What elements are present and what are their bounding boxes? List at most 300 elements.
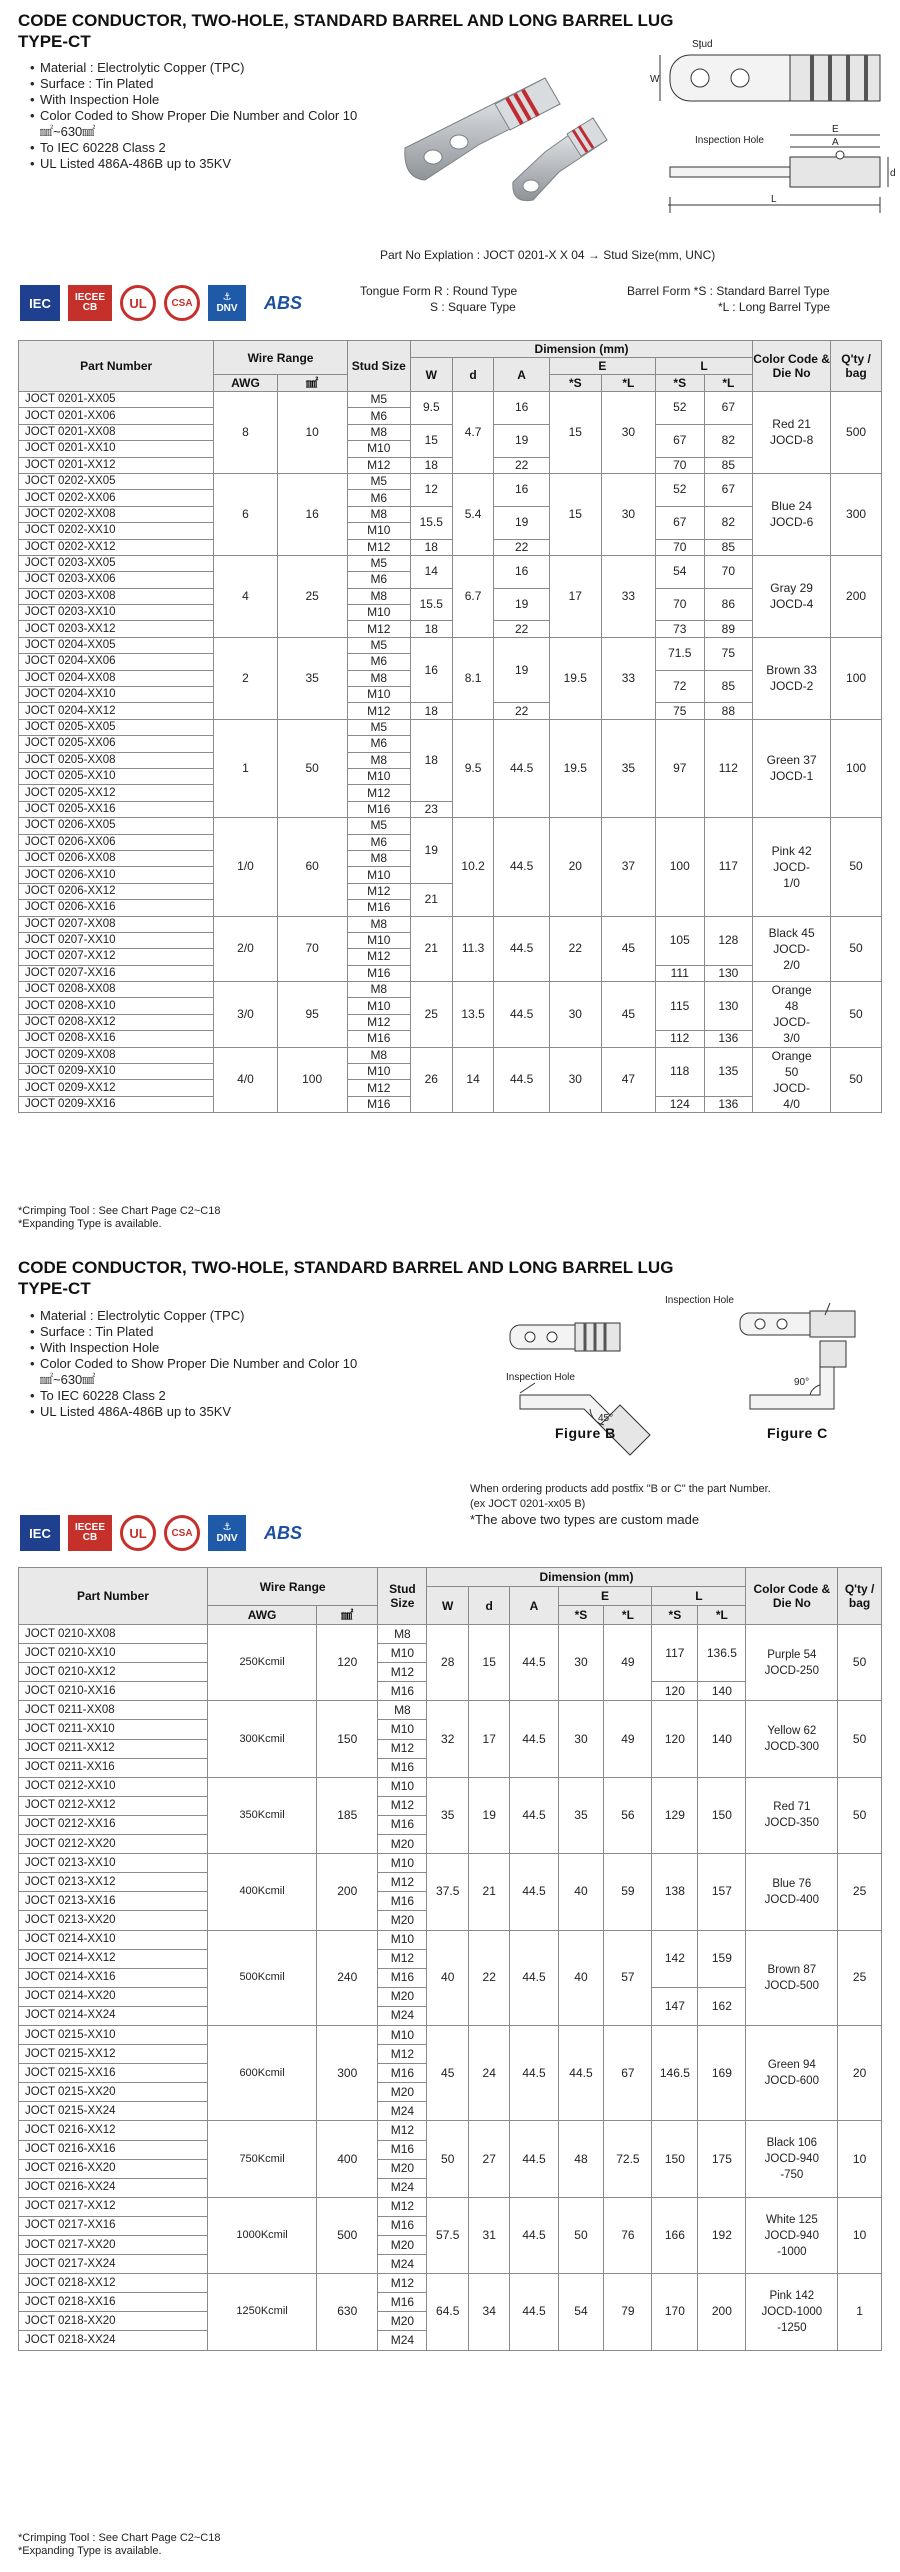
mm2-cell: 50 [277,719,347,817]
stud-size-cell: M6 [347,490,410,506]
stud-size-cell: M5 [347,637,410,653]
part-number-cell: JOCT 0209-XX16 [19,1096,214,1112]
table-row [19,982,882,998]
dim-ll-cell: 192 [698,2197,746,2273]
stud-label: Stud [692,39,713,50]
stud-size-cell: M20 [378,1987,427,2006]
color-code-line: Blue 24 [771,499,812,514]
color-code-cell [753,637,831,719]
color-code-line: Pink 42 [771,843,812,858]
dim-ll-cell: 82 [704,506,753,539]
qty-cell: 25 [838,1854,882,1930]
stud-size-cell: M10 [347,523,410,539]
barrel-form-long: *L : Long Barrel Type [718,300,831,314]
awg-cell: 1000Kcmil [207,2197,316,2273]
part-number-cell: JOCT 0217-XX16 [19,2216,208,2235]
dim-w-cell: 15.5 [410,588,452,621]
part-number-cell: JOCT 0217-XX24 [19,2255,208,2274]
color-code-cell [753,555,831,637]
color-code-line: Green 37 [766,753,817,768]
part-number-header: Part Number [19,1568,208,1625]
qty-cell: 100 [831,637,882,719]
part-number-cell: JOCT 0206-XX16 [19,900,214,916]
ul-logo: UL [120,285,156,321]
crimping-tool-note: *Crimping Tool : See Chart Page C2~C18 [18,2532,221,2544]
dim-a-cell: 22 [494,539,549,555]
qty-cell: 10 [838,2121,882,2197]
part-number-cell: JOCT 0212-XX20 [19,1835,208,1854]
mm2-cell: 70 [277,916,347,982]
awg-cell: 8 [214,392,277,474]
part-number-cell: JOCT 0215-XX20 [19,2083,208,2102]
color-code-line: JOCD-500 [764,1979,819,1992]
dim-ll-cell: 140 [698,1682,746,1701]
dim-ll-cell: 136 [704,1031,753,1047]
table-row [19,2197,882,2216]
footnotes [18,1205,221,1231]
part-number-cell: JOCT 0201-XX12 [19,457,214,473]
stud-size-cell: M10 [378,1720,427,1739]
color-code-line: JOCD-940 [764,2229,819,2242]
stud-size-cell: M10 [347,932,410,948]
part-number-cell: JOCT 0206-XX06 [19,834,214,850]
dim-el-cell: 72.5 [604,2121,652,2197]
dim-ls-cell: 73 [655,621,704,637]
a-header: A [510,1587,558,1625]
l-long-header: *L [704,375,753,392]
awg-cell: 2/0 [214,916,277,982]
stud-size-cell: M10 [347,687,410,703]
inspection-hole-label: Inspection Hole [695,135,764,146]
qty-cell: 10 [838,2197,882,2273]
stud-size-cell: M6 [347,572,410,588]
stud-size-cell: M6 [347,408,410,424]
awg-cell: 1 [214,719,277,817]
stud-size-cell: M10 [378,1854,427,1873]
color-code-line: 2/0 [783,957,800,972]
dim-el-cell: 37 [601,818,655,916]
table-row [19,818,882,834]
color-code-line: Orange [771,983,812,998]
dim-a-cell: 22 [494,457,549,473]
dim-ll-cell: 200 [698,2274,746,2350]
dnv-logo: ⚓ DNV [208,1515,246,1551]
mm2-cell: 100 [277,1047,347,1113]
footnotes [18,2532,221,2558]
stud-size-cell: M5 [347,392,410,408]
color-code-line: -750 [780,2169,804,2182]
dim-ls-cell: 117 [652,1625,698,1682]
color-code-line: 1/0 [783,875,800,890]
color-code-header: Color Code & Die No [746,1568,838,1625]
feature-item: • With Inspection Hole [30,1340,360,1356]
color-code-line: Red 21 [772,417,811,432]
part-number-cell: JOCT 0215-XX24 [19,2102,208,2121]
ordering-example: (ex JOCT 0201-xx05 B) [470,1498,586,1510]
dim-a-cell: 22 [494,621,549,637]
stud-size-cell: M16 [347,801,410,817]
mm2-cell: 185 [317,1777,378,1853]
color-code-line: 3/0 [783,1031,800,1046]
part-number-cell: JOCT 0205-XX16 [19,801,214,817]
dim-w-cell: 25 [410,982,452,1048]
color-code-cell [746,2197,838,2273]
dim-ll-cell: 86 [704,588,753,621]
dim-w-cell: 9.5 [410,392,452,425]
csa-logo: CSA [164,1515,200,1551]
dim-ls-cell: 150 [652,2121,698,2197]
header-row [19,341,882,358]
table-row [19,1701,882,1720]
table-row [19,1625,882,1644]
stud-size-cell: M5 [347,719,410,735]
awg-cell: 3/0 [214,982,277,1048]
color-code-cell [746,1777,838,1853]
dim-d-cell: 5.4 [452,473,494,555]
color-code-line: 48 [784,999,799,1014]
mm2-cell: 10 [277,392,347,474]
dim-w-cell: 21 [410,883,452,916]
stud-size-cell: M12 [347,949,410,965]
dim-es-cell: 30 [549,1047,601,1113]
color-code-cell [746,1854,838,1930]
dim-w-cell: 45 [427,2025,469,2120]
part-number-cell: JOCT 0206-XX12 [19,883,214,899]
dim-el-cell: 79 [604,2274,652,2350]
awg-cell: 600Kcmil [207,2025,316,2120]
dim-el-cell: 47 [601,1047,655,1113]
awg-cell: 2 [214,637,277,719]
dim-el-cell: 76 [604,2197,652,2273]
color-code-line: Yellow 62 [767,1725,817,1738]
lug-photo [395,60,625,210]
e-header: E [558,1587,652,1606]
feature-list [30,1308,360,1420]
mm2-cell: 300 [317,2025,378,2120]
part-number-cell: JOCT 0208-XX08 [19,982,214,998]
stud-size-cell: M8 [347,588,410,604]
color-code-line: JOCD-6 [769,515,814,530]
part-number-cell: JOCT 0215-XX12 [19,2045,208,2064]
dim-d-cell: 17 [468,1701,510,1777]
spec-table [18,340,882,1113]
dim-ls-cell: 70 [655,457,704,473]
dim-ls-cell: 142 [652,1930,698,1987]
dim-d-cell: 6.7 [452,555,494,637]
part-number-cell: JOCT 0206-XX08 [19,850,214,866]
d-header: d [468,1587,510,1625]
color-code-line: JOCD-1 [769,769,814,784]
stud-size-cell: M16 [378,1682,427,1701]
color-code-line: JOCD- [773,1080,810,1095]
table-row [19,392,882,408]
dim-ll-cell: 136 [704,1096,753,1112]
part-number-cell: JOCT 0214-XX16 [19,1968,208,1987]
d-header: d [452,358,494,392]
l-label: L [771,194,777,205]
awg-header: AWG [207,1606,316,1625]
dim-el-cell: 33 [601,555,655,637]
color-code-line: JOCD-250 [764,1664,819,1677]
part-number-cell: JOCT 0203-XX08 [19,588,214,604]
title-type: TYPE-CT [18,32,91,51]
dim-d-cell: 22 [468,1930,510,2025]
dim-w-cell: 50 [427,2121,469,2197]
color-code-cell [746,1701,838,1777]
color-code-cell [753,916,831,982]
stud-size-cell: M12 [378,2121,427,2140]
e-standard-header: *S [549,375,601,392]
dim-ll-cell: 162 [698,1987,746,2025]
qty-cell: 1 [838,2274,882,2350]
custom-made-note: *The above two types are custom made [470,1512,700,1527]
section-title [18,10,738,52]
dim-es-cell: 40 [558,1930,604,2025]
dim-ll-cell: 135 [704,1047,753,1096]
crimping-tool-note: *Crimping Tool : See Chart Page C2~C18 [18,1205,221,1217]
part-number-cell: JOCT 0207-XX16 [19,965,214,981]
stud-size-cell: M12 [347,621,410,637]
a-header: A [494,358,549,392]
stud-size-cell: M6 [347,654,410,670]
stud-size-cell: M12 [378,1739,427,1758]
part-number-cell: JOCT 0201-XX05 [19,392,214,408]
stud-size-cell: M8 [347,982,410,998]
part-number-cell: JOCT 0205-XX08 [19,752,214,768]
dim-es-cell: 19.5 [549,719,601,817]
dim-es-cell: 30 [549,982,601,1048]
color-code-line: Red 71 [773,1801,811,1814]
dimension-header: Dimension (mm) [410,341,752,358]
color-code-line: Black 45 [768,925,815,940]
dim-ls-cell: 70 [655,588,704,621]
color-code-line: 50 [784,1064,799,1079]
feature-item: • Color Coded to Show Proper Die Number and Color 10㎟~630㎟ [30,108,360,140]
color-code-cell [753,982,831,1048]
feature-item: • Color Coded to Show Proper Die Number and Color 10㎟~630㎟ [30,1356,360,1388]
stud-size-cell: M16 [378,2140,427,2159]
title-line: CODE CONDUCTOR, TWO-HOLE, STANDARD BARREL AND LONG BARREL LUG [18,11,674,30]
w-label: W [650,74,660,85]
w-header: W [410,358,452,392]
dim-es-cell: 20 [549,818,601,916]
table-row [19,2121,882,2140]
dim-ls-cell: 100 [655,818,704,916]
color-code-cell [753,473,831,555]
awg-cell: 1/0 [214,818,277,916]
stud-size-cell: M12 [347,457,410,473]
stud-size-cell: M10 [378,2025,427,2044]
dim-es-cell: 30 [558,1701,604,1777]
mm2-cell: 16 [277,473,347,555]
feature-item: • To IEC 60228 Class 2 [30,140,360,156]
color-code-line: JOCD-940 [764,2153,819,2166]
part-number-cell: JOCT 0204-XX06 [19,654,214,670]
dim-ls-cell: 170 [652,2274,698,2350]
mm2-cell: 400 [317,2121,378,2197]
part-number-cell: JOCT 0213-XX12 [19,1873,208,1892]
stud-size-cell: M8 [347,850,410,866]
table-row [19,555,882,571]
dim-ls-cell: 147 [652,1987,698,2025]
iec-logo: IEC [20,285,60,321]
part-number-cell: JOCT 0202-XX05 [19,473,214,489]
part-number-cell: JOCT 0206-XX05 [19,818,214,834]
part-number-cell: JOCT 0201-XX06 [19,408,214,424]
table-row [19,719,882,735]
part-number-cell: JOCT 0201-XX08 [19,424,214,440]
dim-ls-cell: 70 [655,539,704,555]
e-long-header: *L [601,375,655,392]
dim-el-cell: 67 [604,2025,652,2120]
dim-ll-cell: 117 [704,818,753,916]
part-number-cell: JOCT 0203-XX05 [19,555,214,571]
barrel-form-standard: Barrel Form *S : Standard Barrel Type [627,284,830,298]
stud-size-cell: M10 [347,441,410,457]
qty-cell: 50 [831,1047,882,1113]
stud-size-cell: M24 [378,2331,427,2350]
spec-table [18,1567,882,2351]
dim-el-cell: 30 [601,473,655,555]
feature-item: • Material : Electrolytic Copper (TPC) [30,1308,360,1324]
awg-cell: 400Kcmil [207,1854,316,1930]
qty-cell: 500 [831,392,882,474]
stud-size-cell: M16 [378,1968,427,1987]
l-long-header: *L [698,1606,746,1625]
part-number-cell: JOCT 0210-XX08 [19,1625,208,1644]
dim-d-cell: 14 [452,1047,494,1113]
awg-cell: 4/0 [214,1047,277,1113]
part-number-cell: JOCT 0212-XX10 [19,1777,208,1796]
csa-logo: CSA [164,285,200,321]
dim-w-cell: 14 [410,555,452,588]
dim-a-cell: 44.5 [510,1777,558,1853]
stud-size-cell: M8 [347,752,410,768]
dimension-drawing [640,35,895,235]
qty-header: Q'ty / bag [831,341,882,392]
color-code-line: JOCD-2 [769,679,814,694]
stud-size-cell: M5 [347,473,410,489]
dim-w-cell: 23 [410,801,452,817]
dim-ls-cell: 118 [655,1047,704,1096]
stud-size-cell: M20 [378,2083,427,2102]
stud-size-cell: M24 [378,2102,427,2121]
e-label: E [832,124,839,135]
part-number-cell: JOCT 0203-XX06 [19,572,214,588]
stud-size-cell: M8 [347,506,410,522]
feature-item: • To IEC 60228 Class 2 [30,1388,360,1404]
dim-a-cell: 44.5 [510,1854,558,1930]
stud-size-cell: M8 [347,424,410,440]
dim-w-cell: 18 [410,539,452,555]
qty-header: Q'ty / bag [838,1568,882,1625]
color-code-cell [746,2274,838,2350]
stud-size-cell: M16 [378,1815,427,1834]
dim-a-cell: 44.5 [494,1047,549,1113]
color-code-cell [746,1930,838,2025]
part-number-cell: JOCT 0201-XX10 [19,441,214,457]
dim-ll-cell: 175 [698,2121,746,2197]
l-standard-header: *S [655,375,704,392]
stud-size-cell: M12 [347,785,410,801]
title-type: TYPE-CT [18,1279,91,1298]
color-code-cell [753,1047,831,1113]
l-header: L [652,1587,746,1606]
dim-ll-cell: 140 [698,1701,746,1777]
awg-cell: 1250Kcmil [207,2274,316,2350]
stud-size-cell: M10 [378,1777,427,1796]
color-code-line: -1000 [777,2245,807,2258]
dim-es-cell: 35 [558,1777,604,1853]
qty-cell: 50 [838,1625,882,1701]
table-row [19,457,882,473]
dim-es-cell: 22 [549,916,601,982]
color-code-line: 4/0 [783,1096,800,1111]
dim-a-cell: 44.5 [510,2197,558,2273]
dim-w-cell: 18 [410,621,452,637]
stud-size-cell: M12 [378,2045,427,2064]
dim-a-cell: 44.5 [510,1625,558,1701]
color-code-line: JOCD-400 [764,1893,819,1906]
stud-size-cell: M8 [378,1625,427,1644]
stud-size-cell: M16 [347,1096,410,1112]
part-number-cell: JOCT 0203-XX10 [19,605,214,621]
figure-b-label: Figure B [555,1425,616,1441]
stud-size-cell: M6 [347,834,410,850]
stud-size-cell: M12 [347,703,410,719]
dim-ll-cell: 150 [698,1777,746,1853]
part-number-cell: JOCT 0204-XX12 [19,703,214,719]
color-code-line: JOCD- [773,1015,810,1030]
part-number-cell: JOCT 0215-XX10 [19,2025,208,2044]
stud-size-cell: M10 [347,768,410,784]
awg-cell: 350Kcmil [207,1777,316,1853]
table-row [19,703,882,719]
part-number-cell: JOCT 0207-XX08 [19,916,214,932]
dim-d-cell: 21 [468,1854,510,1930]
inspection-hole-label-b: Inspection Hole [506,1372,575,1383]
part-number-cell: JOCT 0218-XX16 [19,2293,208,2312]
dim-w-cell: 40 [427,1930,469,2025]
section-standard-sizes [0,0,900,1245]
angle-90-label: 90° [794,1377,810,1388]
w-header: W [427,1587,469,1625]
dim-d-cell: 10.2 [452,818,494,916]
dim-w-cell: 28 [427,1625,469,1701]
figure-b-c-drawing [480,1285,900,1500]
stud-size-cell: M12 [378,1949,427,1968]
part-number-cell: JOCT 0204-XX05 [19,637,214,653]
dim-el-cell: 49 [604,1625,652,1701]
dim-ls-cell: 146.5 [652,2025,698,2120]
part-number-cell: JOCT 0213-XX10 [19,1854,208,1873]
color-code-line: JOCD- [773,859,810,874]
dim-el-cell: 30 [601,392,655,474]
dim-a-cell: 19 [494,637,549,703]
e-header: E [549,358,655,375]
part-number-cell: JOCT 0210-XX16 [19,1682,208,1701]
color-code-line: JOCD-600 [764,2075,819,2088]
stud-size-cell: M8 [347,916,410,932]
dim-ls-cell: 72 [655,670,704,703]
dim-ll-cell: 128 [704,916,753,965]
mm2-cell: 95 [277,982,347,1048]
dim-ls-cell: 67 [655,506,704,539]
dim-w-cell: 15 [410,424,452,457]
dim-d-cell: 4.7 [452,392,494,474]
part-number-cell: JOCT 0211-XX10 [19,1720,208,1739]
dim-ls-cell: 54 [655,555,704,588]
